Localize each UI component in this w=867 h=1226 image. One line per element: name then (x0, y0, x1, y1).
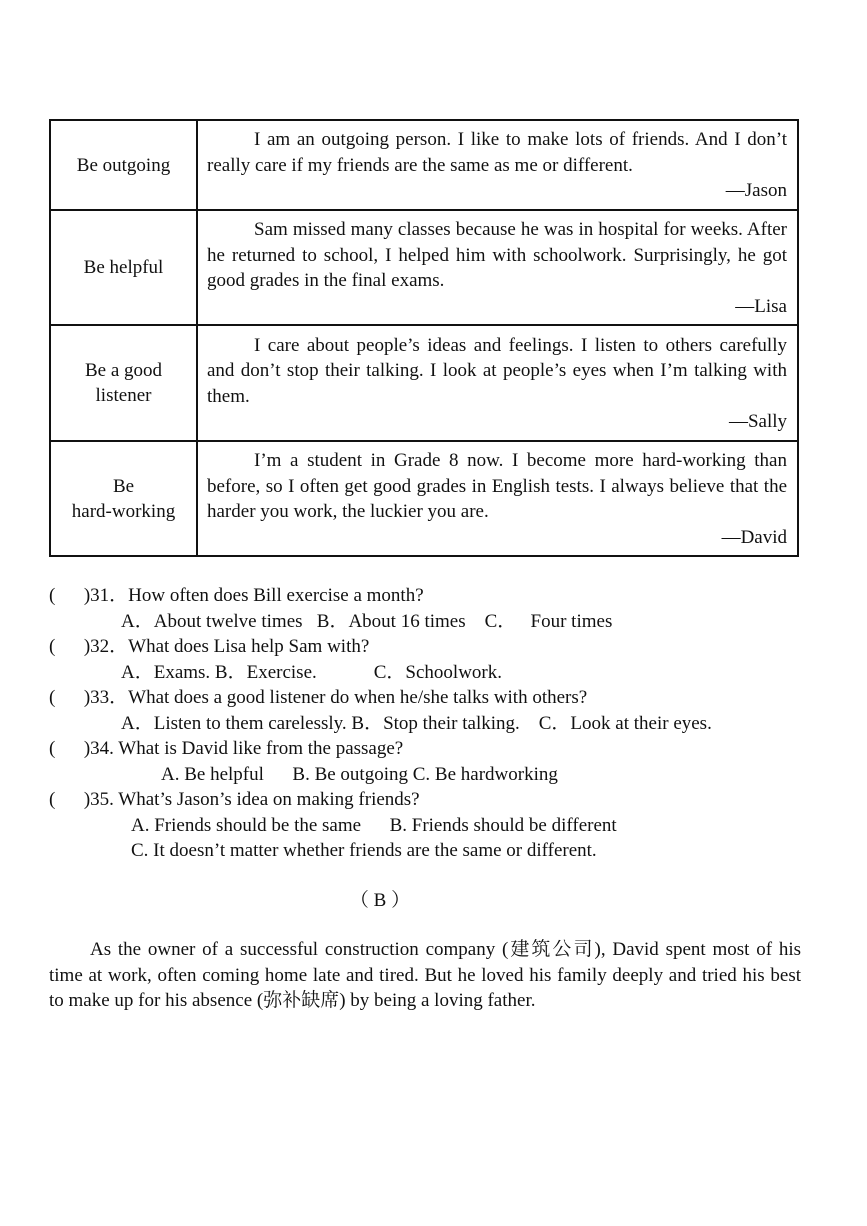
question-stem: ( )32．What does Lisa help Sam with? (49, 636, 370, 657)
quote-text: Sam missed many classes because he was in hospital for weeks. After he returned to school, I helped him with schoolwork. Surprisingly, he got good grades in the final exams. (207, 219, 787, 291)
question-options: A．Exams. B．Exercise. C．Schoolwork. (121, 661, 503, 683)
signature: —Sally (728, 411, 787, 432)
signature: —David (721, 526, 787, 548)
question-list (49, 583, 809, 864)
table-row (50, 120, 798, 210)
question-options: C. It doesn’t matter whether friends are the same or different. (131, 840, 597, 861)
table-row (50, 441, 798, 556)
topic-cell (50, 210, 197, 325)
question-options: A．About twelve times B．About 16 times C． Four times (121, 610, 613, 632)
question-options: A. Friends should be the same B. Friends should be different (131, 814, 617, 836)
table-row (50, 210, 798, 325)
topic-cell (50, 441, 197, 556)
signature: —Lisa (735, 295, 787, 317)
quote-cell (197, 120, 798, 210)
question-options: A．Listen to them carelessly. B．Stop their talking. C．Look at their eyes. (121, 712, 712, 734)
question-options: A. Be helpful B. Be outgoing C. Be hardworking (161, 763, 558, 785)
quote-cell (197, 210, 798, 325)
passage-paragraph: As the owner of a successful construction company (建筑公司), David spent most of his time at work, often coming home late and tired. But he loved his family deeply and tried his best to make up for his absence (弥补缺席) by being a loving father. (49, 939, 801, 1011)
topic-line: hard-working (71, 500, 176, 522)
topic-line: Be outgoing (76, 154, 171, 176)
topic-line: Be helpful (83, 257, 164, 278)
quote-cell (197, 441, 798, 556)
topic-line: listener (95, 385, 152, 406)
question-stem: ( )34. What is David like from the passage? (49, 738, 404, 759)
question-stem: ( )31．How often does Bill exercise a month? (49, 585, 424, 606)
quote-text: I am an outgoing person. I like to make lots of friends. And I don’t really care if my friends are the same as me or different. (207, 129, 787, 176)
question-stem: ( )35. What’s Jason’s idea on making friends? (49, 789, 420, 810)
topic-cell (50, 325, 197, 441)
question-stem: ( )33．What does a good listener do when he/she talks with others? (49, 687, 588, 708)
signature: —Jason (725, 180, 787, 202)
section-label: （ B ） (349, 890, 411, 911)
table-row (50, 325, 798, 441)
topic-line: Be (112, 475, 135, 497)
quote-text: I care about people’s ideas and feelings. I listen to others carefully and don’t stop their talking. I look at people’s eyes when I’m talking with them. (207, 334, 787, 407)
topic-cell (50, 120, 197, 210)
opinion-table (49, 119, 799, 557)
quote-cell (197, 325, 798, 441)
quote-text: I’m a student in Grade 8 now. I become more hard-working than before, so I often get good grades in English tests. I always believe that the harder you work, the luckier you are. (207, 450, 787, 522)
topic-line: Be a good (84, 360, 163, 381)
